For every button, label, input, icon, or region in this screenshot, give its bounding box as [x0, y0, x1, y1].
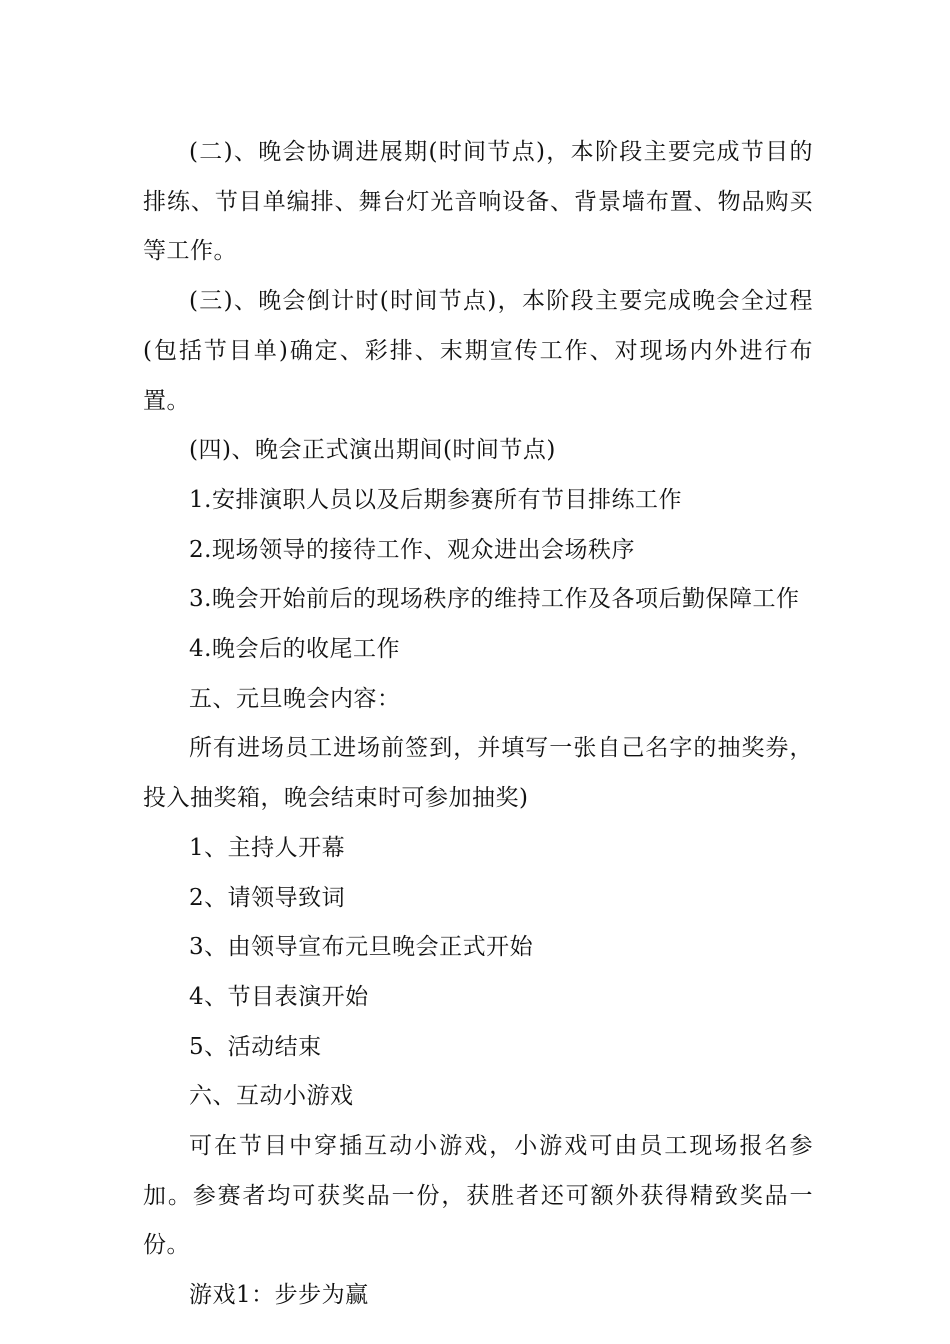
paragraph-phase-3: (三)、晚会倒计时(时间节点)，本阶段主要完成晚会全过程(包括节目单)确定、彩排、末期宣传工作、对现场内外进行布置。 [143, 288, 813, 414]
paragraph-games: 可在节目中穿插互动小游戏，小游戏可由员工现场报名参加。参赛者均可获奖品一份，获胜者还可额外获得精致奖品一份。 [143, 1133, 813, 1259]
paragraph-phase-4: (四)、晚会正式演出期间(时间节点) [189, 437, 556, 464]
agenda-item-2: 2、请领导致词 [189, 884, 346, 911]
list-item-2: 2.现场领导的接待工作、观众进出会场秩序 [189, 536, 635, 563]
game-1-title: 游戏1：步步为赢 [189, 1282, 369, 1309]
paragraph-checkin: 所有进场员工进场前签到，并填写一张自己名字的抽奖券，投入抽奖箱，晚会结束时可参加抽奖) [143, 735, 813, 812]
paragraph-phase-2: (二)、晚会协调进展期(时间节点)，本阶段主要完成节目的排练、节目单编排、舞台灯光音响设备、背景墙布置、物品购买等工作。 [143, 139, 813, 265]
list-item-3: 3.晚会开始前后的现场秩序的维持工作及各项后勤保障工作 [189, 586, 800, 613]
list-item-1: 1.安排演职人员以及后期参赛所有节目排练工作 [189, 486, 682, 513]
section-heading-6: 六、互动小游戏 [189, 1083, 354, 1110]
section-heading-5: 五、元旦晚会内容： [189, 685, 401, 712]
agenda-item-5: 5、活动结束 [189, 1033, 322, 1060]
agenda-item-3: 3、由领导宣布元旦晚会正式开始 [189, 934, 534, 961]
agenda-item-4: 4、节目表演开始 [189, 983, 369, 1010]
list-item-4: 4.晚会后的收尾工作 [189, 636, 400, 663]
agenda-item-1: 1、主持人开幕 [189, 834, 346, 861]
document-body [143, 128, 813, 1321]
